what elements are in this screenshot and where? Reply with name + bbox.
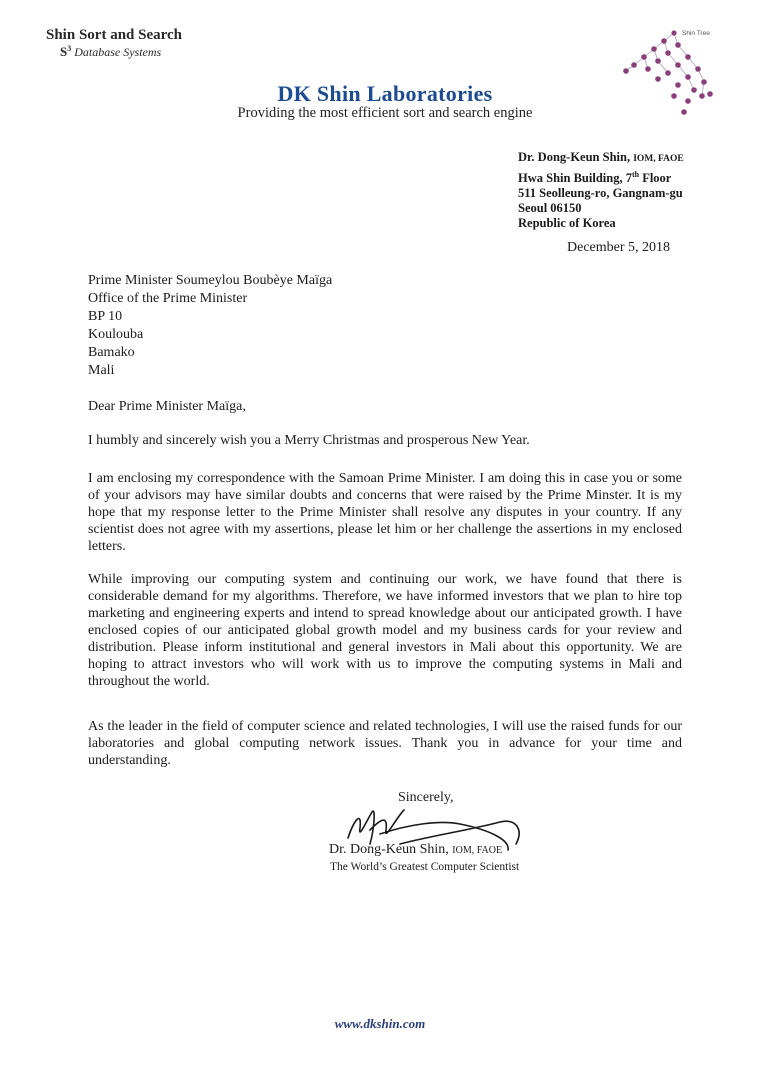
lab-tagline: Providing the most efficient sort and search engine: [237, 105, 533, 121]
sender-address-line-2: 511 Seolleung-ro, Gangnam-gu: [518, 186, 683, 201]
body-paragraph-2: I am enclosing my correspondence with the Samoan Prime Minister. I am doing this in case you or some of your advisors may have similar doubts and concerns that were raised by the Prime Minster. It is my hope that my response letter to the Prime Minister shall resolve any disputes in your country. If any scientist does not agree with my assertions, please let him or her challenge the assertions in my enclosed letters.: [88, 471, 682, 554]
body-paragraph-3: While improving our computing system and continuing our work, we have found that there is considerable demand for my algorithms. Therefore, we have informed investors that we plan to hire top marketing and engineering experts and intend to spread knowledge about our anticipated growth. I have enclosed copies of our anticipated global growth model and my business cards for your review and distribution. Please inform institutional and general investors in Mali about this opportunity. We are hoping to attract investors who will work with us to improve the computing systems in Mali and throughout the world.: [88, 572, 682, 689]
signer-name: Dr. Dong-Keun Shin,: [329, 842, 449, 857]
sender-name: Dr. Dong-Keun Shin,: [518, 150, 631, 164]
body-paragraph-4: As the leader in the field of computer science and related technologies, I will use the raised funds for our laboratories and global computing network issues. Thank you in advance for your time and understanding.: [88, 719, 682, 768]
sender-floor: Floor: [639, 171, 672, 186]
sender-building: Hwa Shin Building, 7: [518, 171, 632, 186]
website-link[interactable]: www.dkshin.com: [334, 1016, 426, 1031]
signer-title: The World’s Greatest Computer Scientist: [330, 861, 520, 873]
brand-name: Shin Sort and Search: [46, 27, 183, 43]
recipient-line: Mali: [88, 363, 115, 378]
recipient-line: BP 10: [88, 309, 123, 324]
brand-symbol-sup: 3: [67, 44, 72, 53]
brand-subtitle: Database Systems: [74, 45, 162, 59]
salutation: Dear Prime Minister Maïga,: [88, 399, 246, 414]
sender-address-line-4: Republic of Korea: [518, 216, 616, 231]
sender-name-line: [518, 150, 684, 167]
sender-address-line-3: Seoul 06150: [518, 201, 582, 216]
recipient-line: Bamako: [88, 345, 135, 360]
body-paragraph-1: I humbly and sincerely wish you a Merry Christmas and prosperous New Year.: [88, 433, 530, 448]
recipient-line: Koulouba: [88, 327, 144, 342]
lab-title: DK Shin Laboratories: [277, 81, 493, 106]
sender-name-suffix: IOM, FAOE: [633, 154, 684, 164]
sender-address-block: [518, 150, 684, 231]
shin-tree-label: Shin Tree: [682, 30, 710, 37]
recipient-address-block: [88, 272, 332, 380]
valediction: Sincerely,: [398, 790, 454, 805]
sender-address-line-1: [518, 167, 684, 186]
signer-name-line: [329, 842, 502, 858]
recipient-line: Office of the Prime Minister: [88, 291, 248, 306]
sender-floor-sup: th: [631, 170, 640, 179]
brand-subtitle-line: [60, 44, 161, 60]
letter-date: December 5, 2018: [567, 240, 671, 255]
recipient-line: Prime Minister Soumeylou Boubèye Maïga: [88, 273, 333, 288]
brand-symbol: S: [60, 44, 68, 59]
signer-name-suffix: IOM, FAOE: [452, 845, 503, 856]
